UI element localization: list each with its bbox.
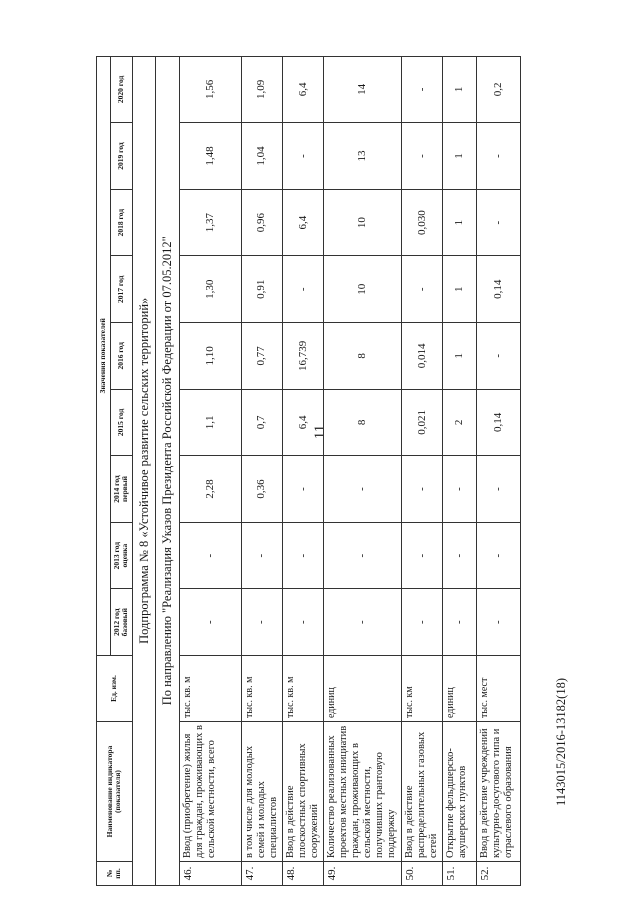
value-cell: 10 [324, 256, 402, 323]
value-cell: 1,48 [179, 123, 241, 190]
row-number: 52. [477, 862, 521, 886]
header-year-note: базовый [120, 608, 130, 637]
header-year-label: 2018 год [115, 208, 125, 237]
value-cell: 0,014 [402, 323, 443, 390]
value-cell: - [324, 589, 402, 656]
value-cell: 6,4 [282, 56, 323, 123]
value-cell: 1 [443, 56, 477, 123]
value-cell: 0,021 [402, 389, 443, 456]
value-cell: - [402, 522, 443, 589]
row-number: 47. [241, 862, 282, 886]
value-cell: - [241, 522, 282, 589]
indicator-name: Открытие фельдшерско-акушерских пунктов [443, 722, 477, 862]
indicator-name: Ввод в действие распределительных газовых сетей [402, 722, 443, 862]
value-cell: 2 [443, 389, 477, 456]
value-cell: - [241, 589, 282, 656]
unit-cell: тыс. кв. м [241, 656, 282, 722]
value-cell: 1 [443, 323, 477, 390]
header-year-label: 2017 год [115, 275, 125, 303]
value-cell: 8 [324, 323, 402, 390]
unit-cell: тыс. мест [477, 656, 521, 722]
header-year [110, 456, 132, 523]
header-year-label: 2020 год [115, 75, 125, 104]
value-cell: - [477, 189, 521, 256]
header-year-label: 2016 год [115, 342, 125, 370]
direction-title: По направлению "Реализация Указов Президента Российской Федерации от 07.05.2012" [156, 56, 179, 885]
value-cell: 0,14 [477, 389, 521, 456]
value-cell: - [477, 323, 521, 390]
value-cell: 0,14 [477, 256, 521, 323]
value-cell: 6,4 [282, 189, 323, 256]
value-cell: - [282, 256, 323, 323]
value-cell: - [282, 123, 323, 190]
header-row-1 [97, 56, 111, 885]
header-year [110, 323, 132, 390]
section-row-direction [156, 56, 179, 885]
value-cell: - [402, 456, 443, 523]
value-cell: 1,1 [179, 389, 241, 456]
value-cell: 1,56 [179, 56, 241, 123]
header-name: Наименование индикатора (показателя) [97, 722, 133, 862]
value-cell: - [402, 56, 443, 123]
unit-cell: единиц [324, 656, 402, 722]
header-year-label: 2013 год [111, 541, 121, 570]
value-cell: 6,4 [282, 389, 323, 456]
header-year [110, 389, 132, 456]
value-cell: - [282, 456, 323, 523]
header-year-label: 2019 год [115, 142, 125, 170]
value-cell: 14 [324, 56, 402, 123]
value-cell: - [443, 456, 477, 523]
row-number: 51. [443, 862, 477, 886]
subprogram-title: Подпрограмма № 8 «Устойчивое развитие сельских территорий» [132, 56, 155, 885]
indicator-name: Ввод (приобретение) жилья для граждан, проживающих в сельской местности, всего [179, 722, 241, 862]
value-cell: 10 [324, 189, 402, 256]
value-cell: - [402, 256, 443, 323]
header-year [110, 56, 132, 123]
value-cell: - [443, 522, 477, 589]
table-row [241, 56, 282, 885]
header-year-label: 2015 год [115, 408, 125, 437]
value-cell: 16,739 [282, 323, 323, 390]
indicator-name: в том числе для молодых семей и молодых специалистов [241, 722, 282, 862]
unit-cell: тыс. кв. м [282, 656, 323, 722]
value-cell: 1 [443, 256, 477, 323]
unit-cell: тыс. кв. м [179, 656, 241, 722]
header-year [110, 123, 132, 190]
value-cell: 1,10 [179, 323, 241, 390]
value-cell: - [477, 589, 521, 656]
page-number: 11 [312, 424, 328, 440]
value-cell: 1,04 [241, 123, 282, 190]
header-year [110, 256, 132, 323]
value-cell: - [477, 522, 521, 589]
value-cell: - [443, 589, 477, 656]
value-cell: 0,030 [402, 189, 443, 256]
unit-cell: единиц [443, 656, 477, 722]
value-cell: 0,96 [241, 189, 282, 256]
value-cell: - [282, 589, 323, 656]
value-cell: 1,30 [179, 256, 241, 323]
table-row [402, 56, 443, 885]
indicator-name: Ввод в действие плоскостных спортивных сооружений [282, 722, 323, 862]
value-cell: - [402, 589, 443, 656]
value-cell: 0,7 [241, 389, 282, 456]
header-year-label: 2012 год [111, 608, 121, 636]
document-code: 1143015/2016-13182(18) [554, 678, 568, 806]
header-unit: Ед. изм. [97, 656, 133, 722]
value-cell: - [324, 522, 402, 589]
value-cell: 8 [324, 389, 402, 456]
table-row [443, 56, 477, 885]
value-cell: 0,91 [241, 256, 282, 323]
table-row [179, 56, 241, 885]
value-cell: - [282, 522, 323, 589]
table-row [282, 56, 323, 885]
table-row [324, 56, 402, 885]
header-year [110, 522, 132, 589]
value-cell: 1,37 [179, 189, 241, 256]
indicator-name: Количество реализованных проектов местных инициатив граждан, проживающих в сельской местности, получивших грантовую поддержку [324, 722, 402, 862]
header-year-label: 2014 год [111, 475, 121, 503]
value-cell: - [179, 589, 241, 656]
header-year-note: первый [120, 475, 130, 503]
header-year-note: оценка [120, 543, 130, 568]
row-number: 49. [324, 862, 402, 886]
indicators-table [96, 56, 521, 886]
section-row-subprogram [132, 56, 155, 885]
header-year [110, 189, 132, 256]
value-cell: 2,28 [179, 456, 241, 523]
indicator-name: Ввод в действие учреждений культурно-досугового типа и отраслевого образования [477, 722, 521, 862]
header-num: № пп. [97, 862, 133, 886]
value-cell: - [324, 456, 402, 523]
value-cell: 0,2 [477, 56, 521, 123]
unit-cell: тыс. км [402, 656, 443, 722]
value-cell: 0,77 [241, 323, 282, 390]
value-cell: - [477, 123, 521, 190]
header-values-group: Значения показателей [97, 56, 111, 655]
value-cell: 1,09 [241, 56, 282, 123]
rotated-table-container [96, 56, 515, 886]
value-cell: 13 [324, 123, 402, 190]
value-cell: 1 [443, 189, 477, 256]
row-number: 50. [402, 862, 443, 886]
header-year [110, 589, 132, 656]
value-cell: 0,36 [241, 456, 282, 523]
row-number: 48. [282, 862, 323, 886]
table-row [477, 56, 521, 885]
row-number: 46. [179, 862, 241, 886]
value-cell: - [402, 123, 443, 190]
value-cell: - [179, 522, 241, 589]
value-cell: 1 [443, 123, 477, 190]
value-cell: - [477, 456, 521, 523]
